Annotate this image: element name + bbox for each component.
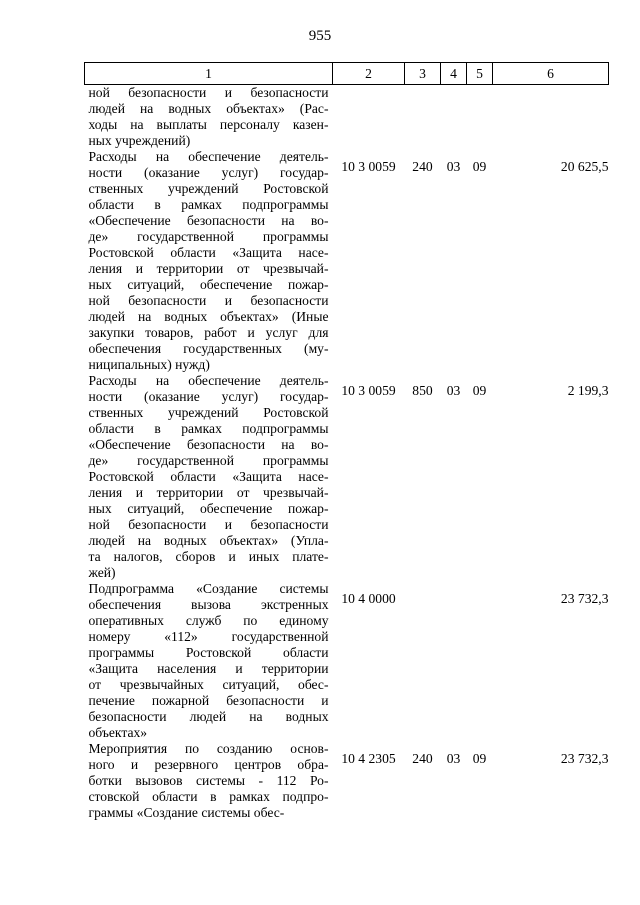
description-line: обеспечения вызова экстренных — [88, 597, 329, 612]
table-body — [85, 85, 609, 822]
description-line: де» государственной программы — [88, 453, 329, 468]
table-row — [85, 149, 609, 373]
description-line: ного и резервного центров обра- — [88, 757, 329, 772]
row-expense-type: 240 — [412, 159, 433, 174]
description-line: номеру «112» государственной — [88, 629, 329, 644]
row-expense-type: 240 — [412, 751, 433, 766]
description-line: обеспечения государственных (му- — [88, 341, 329, 356]
description-line: Подпрограмма «Создание системы — [88, 581, 329, 596]
description-line: людей на водных объектах» (Упла- — [88, 533, 329, 548]
description-line: Расходы на обеспечение деятель- — [88, 373, 329, 388]
table-row — [85, 741, 609, 821]
description-line: граммы «Создание системы обес- — [88, 805, 285, 820]
row-subsection: 09 — [472, 383, 487, 398]
row-section: 03 — [446, 383, 461, 398]
row-amount: 23 732,3 — [560, 751, 609, 766]
row-target-code: 10 3 0059 — [341, 383, 396, 398]
row-subsection: 09 — [472, 159, 487, 174]
description-line: ниципальных) нужд) — [88, 357, 210, 372]
description-line: оперативных служб по единому — [88, 613, 329, 628]
row-expense-type — [405, 85, 441, 150]
description-line: Мероприятия по созданию основ- — [88, 741, 329, 756]
row-amount — [493, 85, 609, 150]
description-line: «Обеспечение безопасности на во- — [88, 437, 329, 452]
row-section — [441, 581, 467, 741]
column-header-1: 1 — [85, 63, 333, 85]
description-line: стовской области в рамках подпро- — [88, 789, 329, 804]
row-description — [85, 85, 333, 150]
description-line: ных ситуаций, обеспечение пожар- — [88, 277, 329, 292]
description-line: печение пожарной безопасности и — [88, 693, 329, 708]
description-line: ботки вызовов системы - 112 Ро- — [88, 773, 329, 788]
row-description — [85, 581, 333, 741]
description-line: ственных учреждений Ростовской — [88, 405, 329, 420]
row-section — [441, 85, 467, 150]
row-description — [85, 149, 333, 373]
description-line: объектах» — [88, 725, 148, 740]
description-line: ной безопасности и безопасности — [88, 85, 329, 100]
description-line: программы Ростовской области — [88, 645, 329, 660]
description-line: области в рамках подпрограммы — [88, 197, 329, 212]
description-line: та налогов, сборов и иных плате- — [88, 549, 329, 564]
description-line: Ростовской области «Защита насе- — [88, 469, 329, 484]
description-line: Ростовской области «Защита насе- — [88, 245, 329, 260]
description-line: ственных учреждений Ростовской — [88, 181, 329, 196]
description-line: ходы на выплаты персоналу казен- — [88, 117, 329, 132]
row-description — [85, 373, 333, 581]
description-line: «Защита населения и территории — [88, 661, 329, 676]
row-target-code: 10 4 2305 — [341, 751, 396, 766]
table-row — [85, 581, 609, 741]
row-description — [85, 741, 333, 821]
row-target-code: 10 3 0059 — [341, 159, 396, 174]
description-line: ных учреждений) — [88, 133, 191, 148]
row-subsection — [467, 581, 493, 741]
column-header-5: 5 — [467, 63, 493, 85]
description-line: закупки товаров, работ и услуг для — [88, 325, 329, 340]
description-line: «Обеспечение безопасности на во- — [88, 213, 329, 228]
row-target-code — [333, 85, 405, 150]
description-line: ных ситуаций, обеспечение пожар- — [88, 501, 329, 516]
table-row — [85, 373, 609, 581]
row-amount: 23 732,3 — [560, 591, 609, 606]
description-line: ности (оказание услуг) государ- — [88, 389, 329, 404]
row-subsection — [467, 85, 493, 150]
description-line: ления и территории от чрезвычай- — [88, 485, 329, 500]
description-line: людей на водных объектах» (Иные — [88, 309, 329, 324]
description-line: от чрезвычайных ситуаций, обес- — [88, 677, 329, 692]
column-header-6: 6 — [493, 63, 609, 85]
table-row — [85, 85, 609, 150]
page-number: 955 — [308, 28, 332, 44]
column-header-2: 2 — [333, 63, 405, 85]
row-expense-type — [405, 581, 441, 741]
row-subsection: 09 — [472, 751, 487, 766]
description-line: людей на водных объектах» (Рас- — [88, 101, 329, 116]
description-line: ления и территории от чрезвычай- — [88, 261, 329, 276]
description-line: жей) — [88, 565, 116, 580]
row-amount: 20 625,5 — [560, 159, 609, 174]
table-header-row — [85, 63, 609, 85]
description-line: области в рамках подпрограммы — [88, 421, 329, 436]
row-target-code: 10 4 0000 — [341, 591, 396, 606]
description-line: де» государственной программы — [88, 229, 329, 244]
description-line: ной безопасности и безопасности — [88, 293, 329, 308]
description-line: безопасности людей на водных — [88, 709, 329, 724]
row-amount: 2 199,3 — [567, 383, 609, 398]
row-section: 03 — [446, 751, 461, 766]
budget-table — [84, 62, 609, 821]
description-line: ности (оказание услуг) государ- — [88, 165, 329, 180]
row-section: 03 — [446, 159, 461, 174]
column-header-4: 4 — [441, 63, 467, 85]
description-line: ной безопасности и безопасности — [88, 517, 329, 532]
row-expense-type: 850 — [412, 383, 433, 398]
column-header-3: 3 — [405, 63, 441, 85]
description-line: Расходы на обеспечение деятель- — [88, 149, 329, 164]
